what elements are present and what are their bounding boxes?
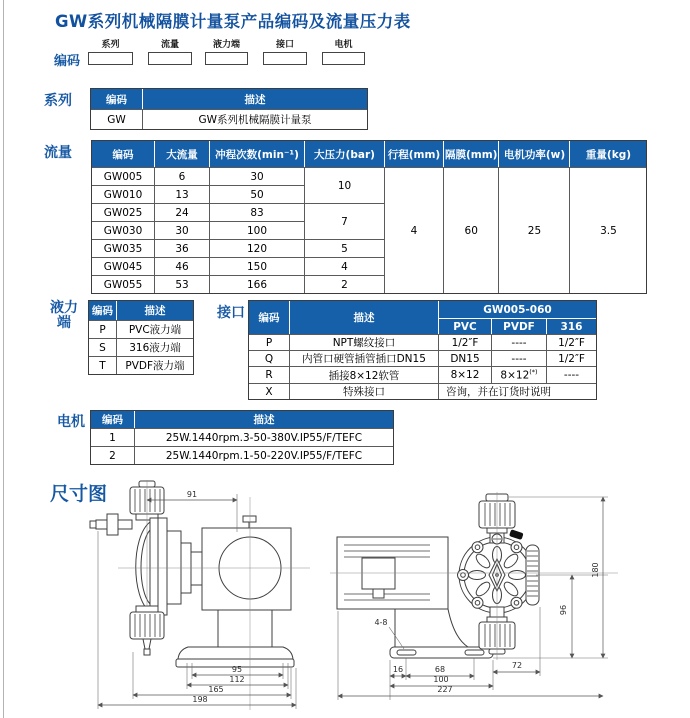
flow-header-pressure: 大压力(bar) (304, 141, 384, 167)
code-box-hydraulic (205, 52, 248, 65)
cell-code: GW055 (92, 275, 154, 293)
interface-header-316: 316 (546, 318, 596, 334)
cell-flow: 36 (154, 239, 209, 257)
motor-header-desc: 描述 (134, 411, 393, 428)
cell-316: ---- (546, 366, 596, 383)
series-header-code: 编码 (91, 89, 142, 109)
flow-table (91, 140, 647, 294)
code-field-hydraulic (205, 39, 248, 65)
cell-pressure: 5 (304, 239, 384, 257)
cell-code: S (89, 338, 116, 356)
code-field-flow (148, 39, 192, 65)
dim-label-180: 180 (591, 562, 600, 578)
interface-table (248, 300, 597, 400)
motor-header-code: 编码 (91, 411, 134, 428)
dim-label-16: 16 (392, 665, 404, 674)
flow-header-power: 电机功率(w) (498, 141, 569, 167)
dim-label-holes: 4-8 (374, 618, 388, 627)
flow-header-strokelen: 行程(mm) (384, 141, 443, 167)
dimension-drawing (0, 478, 690, 718)
code-field-label: 系列 (101, 40, 120, 50)
hydraulic-header-desc: 描述 (116, 301, 193, 320)
dim-label-112: 112 (229, 675, 245, 684)
cell-desc: 插接8×12软管 (289, 366, 438, 383)
cell-code: R (249, 366, 289, 383)
cell-desc: 316液力端 (116, 338, 193, 356)
code-field-label: 液力端 (212, 40, 240, 50)
page-title: GW系列机械隔膜计量泵产品编码及流量压力表 (55, 12, 411, 31)
cell-weight-merged: 3.5 (569, 167, 646, 293)
code-field-label: 电机 (334, 40, 353, 50)
cell-316: 1/2″F (546, 334, 596, 350)
cell-strokes: 150 (209, 257, 304, 275)
series-header-desc: 描述 (142, 89, 367, 109)
cell-diaphragm-merged: 60 (443, 167, 498, 293)
cell-pressure-merged: 7 (304, 203, 384, 239)
cell-code: GW030 (92, 221, 154, 239)
cell-flow: 46 (154, 257, 209, 275)
code-field-series (88, 39, 133, 65)
cell-code: GW010 (92, 185, 154, 203)
cell-strokes: 30 (209, 167, 304, 185)
motor-label: 电机 (57, 414, 85, 430)
cell-pvc: 1/2″F (438, 334, 491, 350)
cell-pvdf (491, 366, 546, 383)
code-box-flow (148, 52, 192, 65)
flow-label: 流量 (44, 145, 72, 161)
flow-header-code: 编码 (92, 141, 154, 167)
cell-code: T (89, 356, 116, 374)
cell-code: GW035 (92, 239, 154, 257)
cell-flow: 30 (154, 221, 209, 239)
cell-pressure: 4 (304, 257, 384, 275)
cell-flow: 6 (154, 167, 209, 185)
code-field-label: 接口 (275, 40, 294, 50)
cell-desc: NPT螺纹接口 (289, 334, 438, 350)
cell-code: GW005 (92, 167, 154, 185)
motor-table (90, 410, 394, 465)
cell-pvdf-note: (*) (529, 368, 538, 377)
series-table (90, 88, 368, 130)
flow-header-weight: 重量(kg) (569, 141, 646, 167)
cell-strokes: 166 (209, 275, 304, 293)
cell-flow: 24 (154, 203, 209, 221)
cell-code: P (89, 320, 116, 338)
coding-label: 编码 (54, 54, 81, 69)
cell-strokelen-merged: 4 (384, 167, 443, 293)
code-box-interface (263, 52, 307, 65)
cell-pvc: 8×12 (438, 366, 491, 383)
cell-code: GW045 (92, 257, 154, 275)
cell-code: GW025 (92, 203, 154, 221)
cell-desc: 25W.1440rpm.3-50-380V.IP55/F/TEFC (134, 428, 393, 446)
cell-desc: 特殊接口 (289, 383, 438, 399)
cell-pvdf: ---- (491, 334, 546, 350)
dim-label-72: 72 (511, 661, 523, 670)
priming-lever (509, 529, 524, 540)
cell-desc: 25W.1440rpm.1-50-220V.IP55/F/TEFC (134, 446, 393, 464)
cell-code: P (249, 334, 289, 350)
cell-code: X (249, 383, 289, 399)
cell-strokes: 120 (209, 239, 304, 257)
flow-header-maxflow: 大流量 (154, 141, 209, 167)
interface-header-pvdf: PVDF (491, 318, 546, 334)
interface-label: 接口 (217, 305, 245, 321)
code-box-motor (322, 52, 365, 65)
interface-header-pvc: PVC (438, 318, 491, 334)
dim-label-95: 95 (231, 665, 243, 674)
interface-header-code: 编码 (249, 301, 289, 334)
cell-desc: 内管口硬管插管插口DN15 (289, 350, 438, 366)
dimensions-label: 尺寸图 (50, 483, 108, 505)
cell-note: 咨询，并在订货时说明 (438, 383, 596, 399)
code-box-series (88, 52, 133, 65)
cell-pvdf-value: 8×12 (500, 369, 530, 382)
code-field-label: 流量 (160, 40, 179, 50)
hydraulic-header-code: 编码 (89, 301, 116, 320)
series-code: GW (91, 109, 142, 129)
dim-label-91: 91 (186, 490, 198, 499)
cell-code: 2 (91, 446, 134, 464)
dim-label-198: 198 (192, 695, 208, 704)
cell-desc: PVC液力端 (116, 320, 193, 338)
interface-header-desc: 描述 (289, 301, 438, 334)
dim-label-100: 100 (433, 675, 449, 684)
dim-label-227: 227 (437, 685, 453, 694)
cell-strokes: 83 (209, 203, 304, 221)
flow-header-diaphragm: 隔膜(mm) (443, 141, 498, 167)
dim-label-165: 165 (208, 685, 224, 694)
pump-side-view (90, 480, 310, 710)
series-label: 系列 (44, 93, 72, 109)
dim-label-68: 68 (434, 665, 446, 674)
cell-code: Q (249, 350, 289, 366)
cell-pvdf: ---- (491, 350, 546, 366)
hydraulic-label-line2: 端 (57, 315, 71, 331)
code-field-motor (322, 39, 365, 65)
cell-strokes: 50 (209, 185, 304, 203)
cell-code: 1 (91, 428, 134, 446)
code-field-interface (263, 39, 307, 65)
cell-flow: 13 (154, 185, 209, 203)
cell-flow: 53 (154, 275, 209, 293)
cell-pressure-merged: 10 (304, 167, 384, 203)
hydraulic-label (46, 301, 82, 331)
flow-header-strokes: 冲程次数(min⁻¹) (209, 141, 304, 167)
cell-316: 1/2″F (546, 350, 596, 366)
pump-front-view (330, 492, 618, 660)
hydraulic-label-line1: 液力 (50, 300, 78, 316)
cell-desc: PVDF液力端 (116, 356, 193, 374)
interface-header-group: GW005-060 (438, 301, 596, 318)
cell-strokes: 100 (209, 221, 304, 239)
dim-label-96: 96 (559, 604, 568, 616)
cell-pressure: 2 (304, 275, 384, 293)
cell-power-merged: 25 (498, 167, 569, 293)
cell-pvc: DN15 (438, 350, 491, 366)
series-desc: GW系列机械隔膜计量泵 (142, 109, 367, 129)
hydraulic-table (88, 300, 194, 375)
